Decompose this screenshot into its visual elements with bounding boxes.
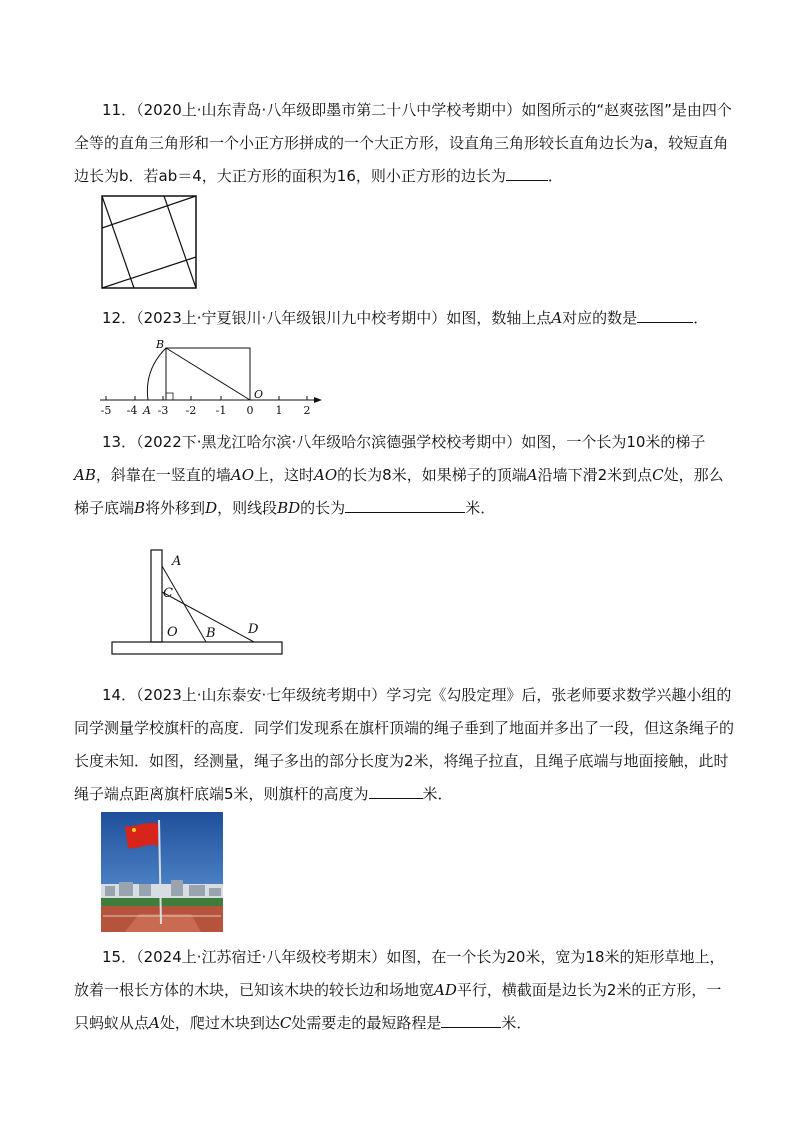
tick-label: 1 bbox=[275, 404, 283, 417]
q11-text: 如图所示的“赵爽弦图”是由四个全等的直角三角形和一个小正方形拼成的一个大正方形，设直角三角形较长直角边长为a，较短直角边长为b．若ab＝4，大正方形的面积为16，则小正方形的边长为 bbox=[74, 101, 732, 185]
tick-label: 2 bbox=[303, 404, 311, 417]
q12-source: （2023上·宁夏银川·八年级银川九中校考期中） bbox=[136, 309, 447, 327]
ladder-figure bbox=[110, 546, 286, 658]
label-c: C bbox=[163, 586, 173, 601]
q15-number: 15． bbox=[102, 948, 137, 966]
q15-var-a: A bbox=[149, 1014, 160, 1032]
q13-text-2: ，斜靠在一竖直的墙 bbox=[95, 466, 231, 484]
q13-text-5: 沿墙下滑2米到点 bbox=[537, 466, 653, 484]
q12-number: 12． bbox=[102, 309, 137, 327]
flagpole-photo bbox=[101, 812, 223, 932]
q15-text-2: 平行，横截面是边长为2米的正方形，一只蚂蚁从点 bbox=[74, 981, 722, 1032]
q13-text-7: 将外移到 bbox=[145, 499, 206, 517]
tick-label: -2 bbox=[185, 404, 197, 417]
q14-answer-blank[interactable] bbox=[369, 780, 423, 799]
question-11 bbox=[74, 94, 734, 193]
question-12 bbox=[74, 302, 734, 335]
tick-label: 0 bbox=[246, 404, 254, 417]
q13-var-d: D bbox=[205, 499, 218, 517]
tick-label: -3 bbox=[157, 404, 169, 417]
label-a: A bbox=[172, 554, 182, 569]
q14-text: 学习完《勾股定理》后，张老师要求数学兴趣小组的同学测量学校旗杆的高度．同学们发现系在旗杆顶端的绳子垂到了地面并多出了一段，但这条绳子的长度未知．如图，经测量，绳子多出的部分长度为2米，将绳子拉直，且绳子底端与地面接触，此时绳子端点距离旗杆底端5米，则旗杆的高度为 bbox=[74, 686, 735, 803]
q13-var-a: A bbox=[526, 466, 538, 484]
q11-number: 11． bbox=[102, 101, 137, 119]
q13-var-ao: AO bbox=[230, 466, 255, 484]
q13-var-c: C bbox=[652, 466, 664, 484]
label-b: B bbox=[206, 626, 216, 641]
tick-label: -5 bbox=[100, 404, 112, 417]
q13-text-6: 处，那么梯子底端 bbox=[74, 466, 724, 517]
q12-text-end: ． bbox=[693, 309, 709, 327]
q15-var-c: C bbox=[279, 1014, 292, 1032]
q14-number: 14． bbox=[102, 686, 137, 704]
point-b-label: B bbox=[156, 338, 165, 351]
q14-text-end: 米． bbox=[422, 785, 453, 803]
q15-var-ad: AD bbox=[434, 981, 457, 999]
zhao-shuang-diagram bbox=[101, 195, 197, 289]
q15-text-4: 处需要走的最短路程是 bbox=[291, 1014, 442, 1032]
label-d: D bbox=[248, 622, 259, 637]
q15-text-end: 米． bbox=[501, 1014, 532, 1032]
q12-text: 如图，数轴上点 bbox=[446, 309, 552, 327]
q15-answer-blank[interactable] bbox=[441, 1009, 501, 1028]
q13-text-3: 上，这时 bbox=[254, 466, 315, 484]
q12-text-2: 对应的数是 bbox=[562, 309, 638, 327]
q13-var-b: B bbox=[134, 499, 146, 517]
tick-label: -4 bbox=[126, 404, 138, 417]
q13-var-ab: AB bbox=[74, 466, 96, 484]
q13-text-1: 如图，一个长为10米的梯子 bbox=[521, 433, 706, 451]
q13-text-8: ，则线段 bbox=[217, 499, 278, 517]
q13-number: 13． bbox=[102, 433, 137, 451]
q12-answer-blank[interactable] bbox=[637, 304, 693, 323]
q14-source: （2023上·山东泰安·七年级统考期中） bbox=[136, 686, 387, 704]
question-13 bbox=[74, 426, 734, 525]
tick-label: -1 bbox=[215, 404, 227, 417]
q15-text-1: 如图，在一个长为20米，宽为18米的矩形草地上，放着一根长方体的木块，已知该木块的较长边和场地宽 bbox=[74, 948, 725, 999]
label-o: O bbox=[167, 625, 178, 640]
q12-var-a: A bbox=[551, 309, 563, 327]
q13-text-4: 的长为8米，如果梯子的顶端 bbox=[337, 466, 527, 484]
q15-source: （2024上·江苏宿迁·八年级校考期末） bbox=[136, 948, 387, 966]
point-a-label: A bbox=[143, 404, 151, 417]
question-14 bbox=[74, 679, 734, 811]
q15-text-3: 处，爬过木块到达 bbox=[159, 1014, 280, 1032]
q11-answer-blank[interactable] bbox=[506, 162, 548, 181]
question-15 bbox=[74, 941, 734, 1040]
q13-text-end: 米． bbox=[465, 499, 496, 517]
q13-text-9: 的长为 bbox=[300, 499, 346, 517]
point-o-label: O bbox=[254, 388, 264, 401]
number-line-figure bbox=[96, 336, 326, 418]
q11-source: （2020上·山东青岛·八年级即墨市第二十八中学校考期中） bbox=[136, 101, 522, 119]
q11-text-end: ． bbox=[547, 167, 563, 185]
q13-var-ao-2: AO bbox=[314, 466, 338, 484]
q13-source: （2022下·黑龙江哈尔滨·八年级哈尔滨德强学校校考期中） bbox=[136, 433, 522, 451]
q13-var-bd: BD bbox=[277, 499, 301, 517]
q13-answer-blank[interactable] bbox=[345, 494, 465, 513]
